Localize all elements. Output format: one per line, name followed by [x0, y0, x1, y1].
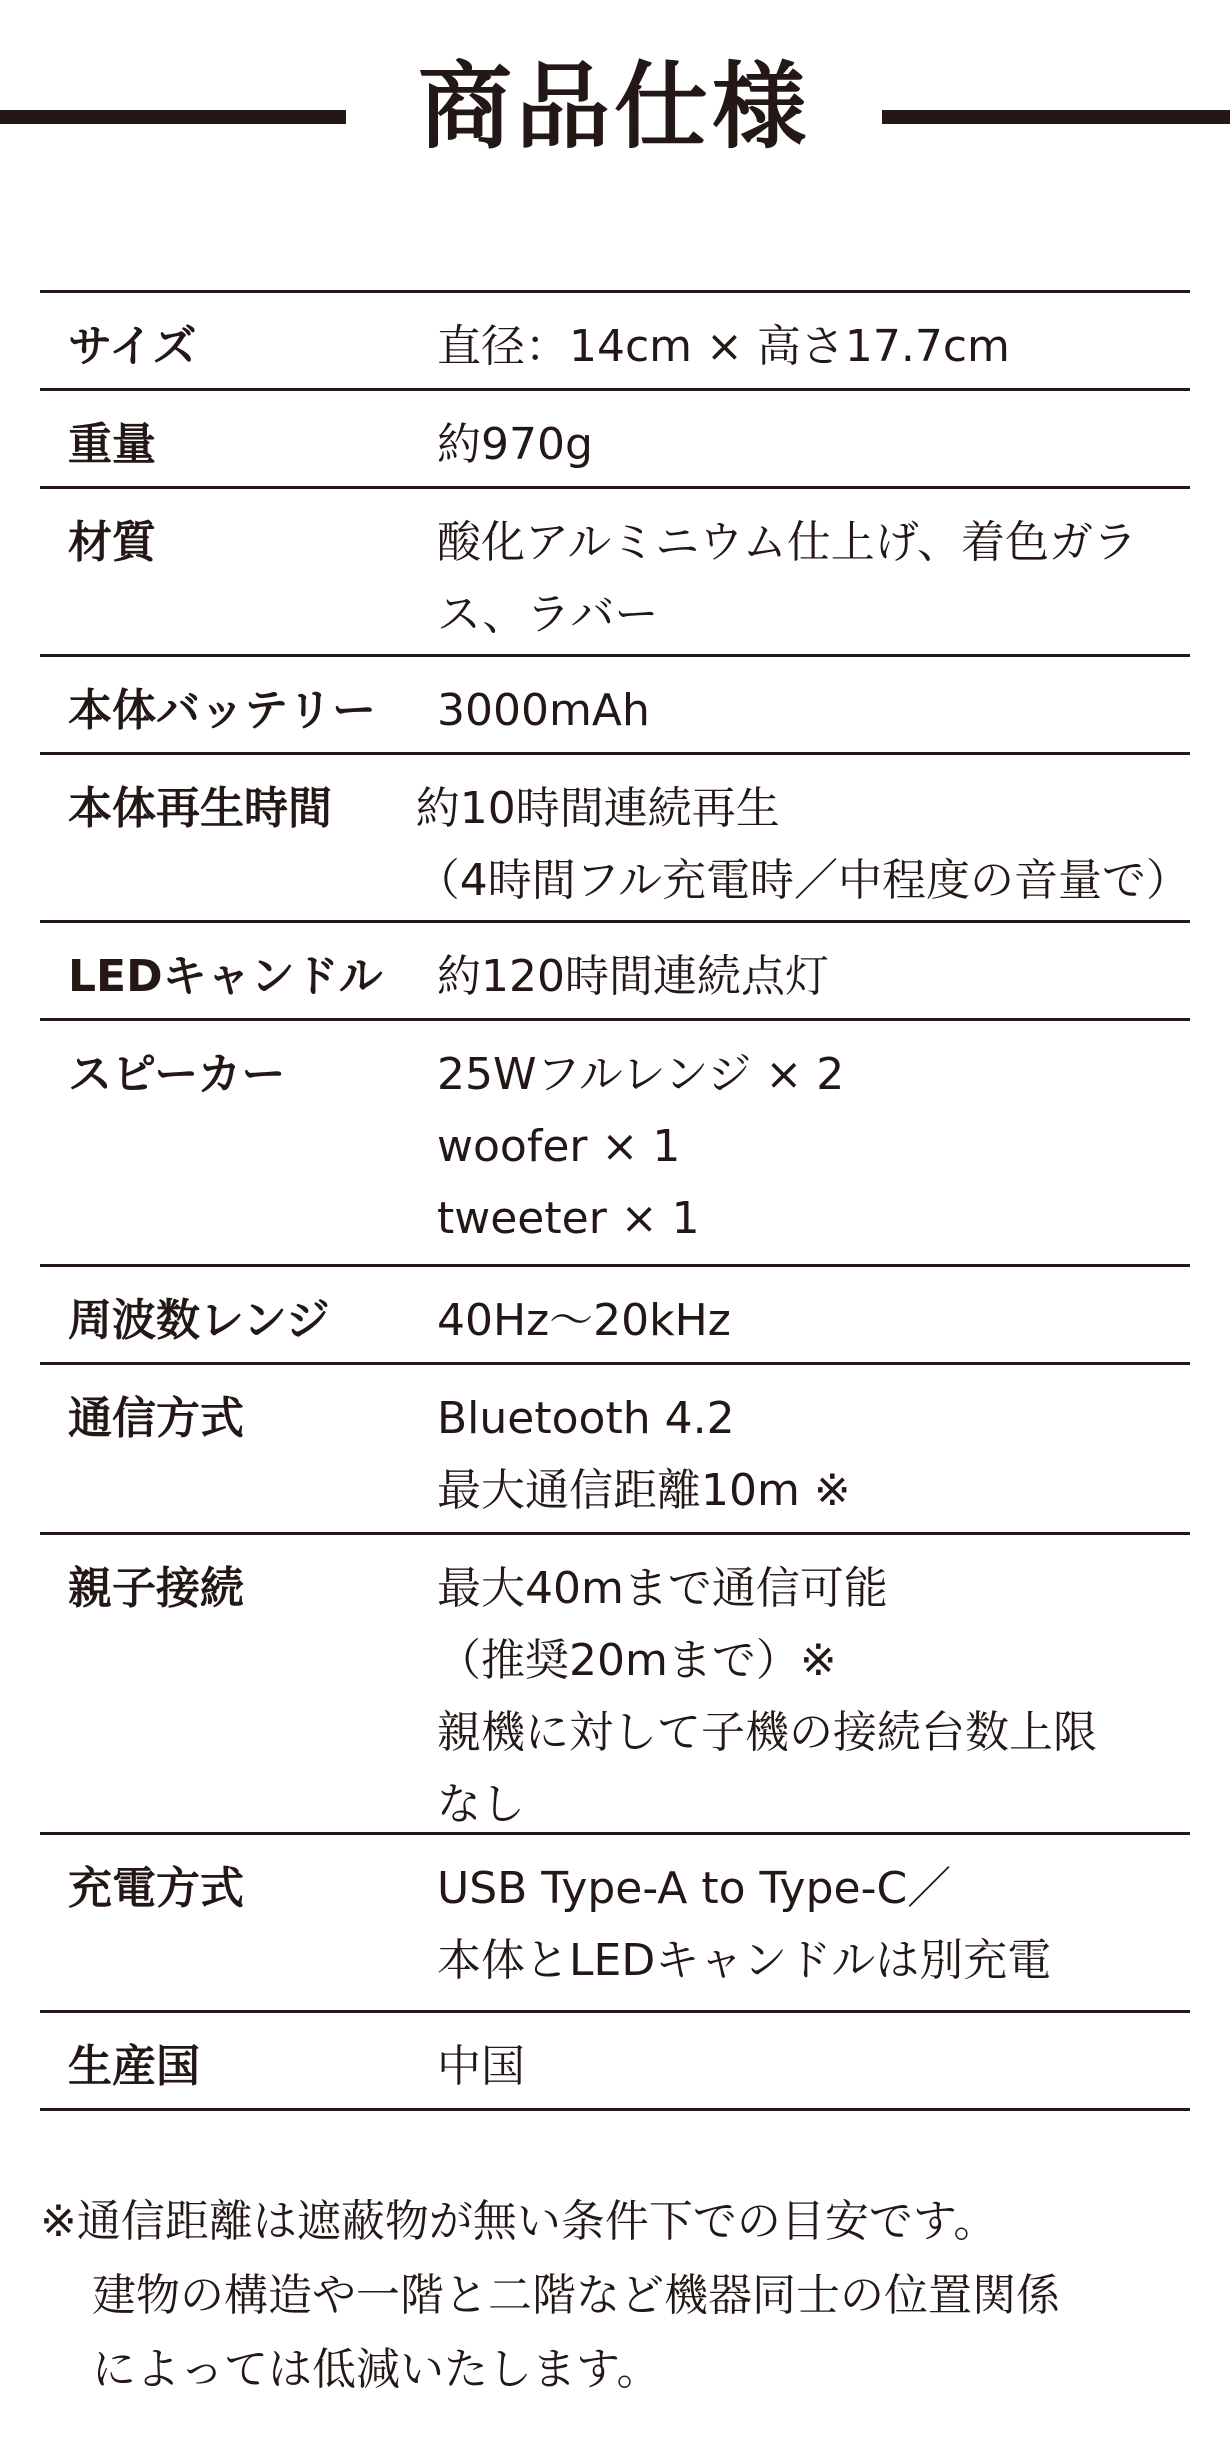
spec-label: スピーカー	[68, 1049, 286, 1100]
spec-values	[437, 311, 1190, 388]
spec-values	[437, 409, 1190, 486]
spec-row	[40, 1365, 1190, 1535]
spec-value-line: ス、ラバー	[437, 589, 659, 640]
spec-value-line: 最大通信距離10m ※	[437, 1465, 851, 1516]
spec-label: 本体再生時間	[68, 783, 332, 834]
spec-row	[40, 293, 1190, 391]
title-rule-right	[882, 110, 1230, 124]
spec-value-line: 約10時間連続再生	[415, 783, 780, 834]
spec-value-line: 約120時間連続点灯	[437, 951, 829, 1002]
spec-values	[437, 1383, 1190, 1532]
spec-row	[40, 489, 1190, 657]
spec-value-line: 酸化アルミニウム仕上げ、着色ガラ	[437, 517, 1138, 568]
spec-label: 充電方式	[68, 1863, 244, 1914]
spec-row	[40, 1021, 1190, 1267]
spec-row	[40, 923, 1190, 1021]
spec-label: 本体バッテリー	[68, 685, 376, 736]
spec-values	[437, 941, 1190, 1018]
spec-label: 材質	[68, 517, 156, 568]
spec-value-line: （4時間フル充電時／中程度の音量で）	[415, 855, 1190, 906]
spec-row	[40, 1267, 1190, 1365]
spec-values	[437, 1853, 1190, 2010]
title-rule-left	[0, 110, 346, 124]
spec-value-line: woofer × 1	[437, 1121, 681, 1172]
spec-value-line: 約970g	[437, 419, 593, 470]
spec-row	[40, 391, 1190, 489]
spec-value-line: なし	[437, 1779, 525, 1830]
spec-label: 周波数レンジ	[68, 1295, 330, 1346]
spec-label: 通信方式	[68, 1393, 244, 1444]
footnote	[40, 2185, 1200, 2407]
spec-value-line: 3000mAh	[437, 685, 650, 736]
spec-value-line: tweeter × 1	[437, 1193, 700, 1244]
spec-label: LEDキャンドル	[68, 951, 383, 1002]
spec-value-line: USB Type-A to Type-C／	[437, 1863, 952, 1914]
spec-label: 重量	[68, 419, 156, 470]
spec-value-line: 40Hz〜20kHz	[437, 1295, 731, 1346]
spec-values	[437, 675, 1190, 752]
spec-row	[40, 657, 1190, 755]
spec-value-line: 親機に対して子機の接続台数上限	[437, 1707, 1097, 1758]
spec-row	[40, 755, 1190, 923]
footnote-line: によっては低減いたします。	[92, 2344, 661, 2395]
spec-row	[40, 2013, 1190, 2111]
spec-values	[437, 1553, 1190, 1832]
spec-value-line: 中国	[437, 2041, 525, 2092]
spec-label: 親子接続	[68, 1563, 244, 1614]
spec-values	[437, 1285, 1190, 1362]
title-header	[0, 0, 1230, 220]
spec-table	[40, 290, 1190, 2111]
spec-value-line: 本体とLEDキャンドルは別充電	[437, 1935, 1052, 1986]
footnote-line: 建物の構造や一階と二階など機器同士の位置関係	[92, 2270, 1060, 2321]
spec-value-line: （推奨20mまで）※	[437, 1635, 837, 1686]
spec-label: 生産国	[68, 2041, 200, 2092]
spec-value-line: 25Wフルレンジ × 2	[437, 1049, 845, 1100]
spec-values	[437, 2031, 1190, 2108]
spec-row	[40, 1835, 1190, 2013]
spec-row	[40, 1535, 1190, 1835]
spec-value-line: Bluetooth 4.2	[437, 1393, 735, 1444]
spec-values	[416, 773, 1190, 920]
spec-label: サイズ	[68, 321, 197, 372]
spec-values	[437, 507, 1190, 654]
spec-value-line: 最大40mまで通信可能	[437, 1563, 888, 1614]
footnote-line: ※通信距離は遮蔽物が無い条件下での目安です。	[40, 2196, 998, 2247]
spec-values	[437, 1039, 1190, 1264]
spec-value-line: 直径：14cm × 高さ17.7cm	[437, 321, 1010, 372]
page-title: 商品仕様	[417, 53, 810, 162]
